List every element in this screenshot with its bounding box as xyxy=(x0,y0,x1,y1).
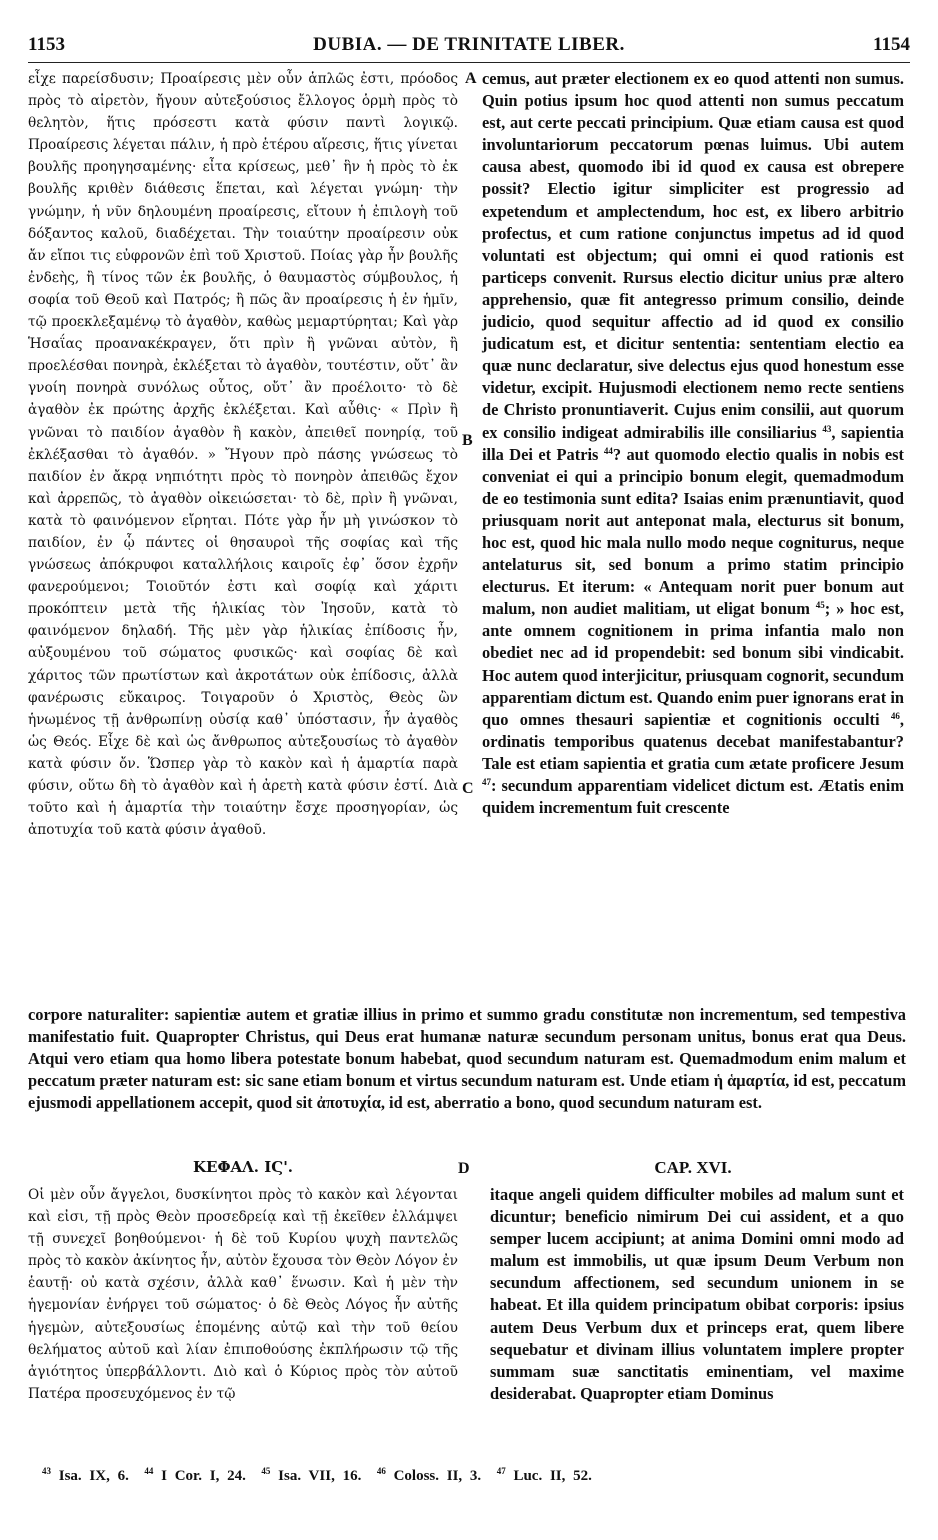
latin-column-lower: itaque angeli quidem difficulter mobiles ad malum sunt et dicuntur; beneficio nimirum Dei cui assident, et a quo semper lucem accipiunt; at anima Domini omni modo ad malum est immobilis, ut quæ ipsum Deum Verbum non secundum affectionem, sed secundum unionem in se habeat. Et illa quidem principatum obibat corporis: ipsius autem Deus Verbum dux et princeps erat, quem libere sequebatur et divinam illius voluntatem implere propter summam suæ sanctitatis eminentiam, vel maxime desiderabat. Quapropter etiam Dominus xyxy=(490,1185,904,1403)
latin-column-upper xyxy=(482,68,904,819)
greek-column-upper: εἶχε παρείσδυσιν; Προαίρεσις μὲν οὖν ἁπλῶς ἐστι, πρόοδος πρὸς τὸ αἱρετὸν, ἤγουν αὐτεξούσιος ἔλλογος ὁρμὴ πρὸς τὸ θελητὸν, ἥτις πρόσεστι κατὰ φύσιν παντὶ λογικῷ. Προαίρεσις λέγεται πάλιν, ἡ πρὸ ἑτέρου αἵρεσις, ἥτις γίνεται βουλῆς προηγησαμένης· εἶτα κρίσεως, μεθ᾽ ἣν ἡ πρὸς τὸ ἐκ βουλῆς κριθὲν διάθεσις ἕπεται, καὶ λέγεται γνώμη· τὴν γνώμην, ἡ νῦν δηλουμένη προαίρεσις, εἴτουν ἡ ἐπιλογὴ τοῦ δόξαντος καλοῦ, διαδέχεται. Τὴν τοιαύτην προαίρεσιν οὐκ ἄν εἴποι τις εὐφρονῶν ἐπὶ τοῦ Χριστοῦ. Ποίας γὰρ ἦν βουλῆς ἐνδεὴς, ἢ τίνος τῶν ἐκ βουλῆς, ὁ θαυμαστὸς σύμβουλος, ἡ σοφία τοῦ Θεοῦ καὶ Πατρός; ἢ πῶς ἂν προαίρεσις ἡ ἐν ἡμῖν, τῷ προεκλεξαμένῳ τὸ ἀγαθὸν, καθὼς μεμαρτύρηται; Καὶ γὰρ Ἡσαΐας προανακέκραγεν, ὅτι πρὶν ἢ γνῶναι αὐτὸν, ἢ προελέσθαι πονηρὰ, ἐκλέξεται τὸ ἀγαθὸν, τουτέστιν, οὔτ᾽ ἂν γνοίη πονηρὰ συνόλως οὗτος, οὔτ᾽ ἂν προέλοιτο· τὸ δὲ ἀγαθὸν ἐκ πρώτης ἀρχῆς ἐκλέξεται. Καὶ αὖθις· « Πρὶν ἢ γνῶναι τὸ παιδίον ἀγαθὸν ἢ κακὸν, ἀπειθεῖ πονηρίᾳ, τοῦ ἐκλέξασθαι τὸ ἀγαθόν. » Ἤγουν πρὸ πάσης γνώσεως τὸ παιδίον ἐν ἄκρᾳ νηπιότητι πρὸς τὸ πονηρὸν ἀπειθῶς ἔχον καὶ ἀρρεπῶς, τὸ ἀγαθὸν οἰκειώσεται· τὸ δὲ, πρὶν ἢ γνῶναι, κατὰ τὸ φαινόμενον εἴρηται. Πότε γὰρ ἦν μὴ γινώσκον τὸ παιδίον, ἐν ᾧ πάντες οἱ θησαυροὶ τῆς σοφίας καὶ τῆς γνώσεως ἀπόκρυφοι καταλλήλοις καιροῖς ἐφ᾽ ὅσον ἐχρῆν φανερούμενοι; Τοιοῦτόν ἐστι καὶ σοφίᾳ καὶ χάριτι προκόπτειν μετὰ τῆς ἡλικίας τὸν Ἰησοῦν, κατὰ τὸ φαινόμενον δηλαδή. Τῆς μὲν γὰρ ἡλικίας ἐπίδοσις ἦν, αὐξουμένου τοῦ σώματος φυσικῶς· καὶ σοφίας δὲ καὶ χάριτος τῶν πρωτίστων καὶ ἀκροτάτων οὐκ ἐπίδοσις, ἀλλὰ φανέρωσις εὔκαιρος. Τοιγαροῦν ὁ Χριστὸς, Θεὸς ὢν ἡνωμένος τῇ ἀνθρωπίνῃ οὐσίᾳ καθ᾽ ὑπόστασιν, ἦν ἀγαθὸς ὡς Θεός. Εἶχε δὲ καὶ ὡς ἄνθρωπος αὐτεξουσίως τὸ ἀγαθὸν κατὰ φύσιν ὄν. Ὥσπερ γὰρ τὸ κακὸν καὶ ἡ ἁμαρτία παρὰ φύσιν, οὕτω δὴ τὸ ἀγαθὸν καὶ ἡ ἀρετὴ κατὰ φύσιν ἐστί. Διὰ τοῦτο καὶ ἡ ἁμαρτία τὴν τοιαύτην ἔσχε προσηγορίαν, ὡς ἀποτυχία τοῦ κατὰ φύσιν ἀγαθοῦ. xyxy=(28,71,458,839)
margin-marker-c: C xyxy=(462,780,474,797)
margin-marker-b: B xyxy=(462,432,473,449)
footnote-number: 43 xyxy=(42,1466,51,1476)
running-title: DUBIA. — DE TRINITATE LIBER. xyxy=(313,34,625,55)
chapter-heading-greek: ΚΕΦΑΛ. ΙϚ'. xyxy=(192,1158,294,1176)
footnote-ref-45[interactable]: 45 xyxy=(815,600,825,611)
footnote-number: 45 xyxy=(261,1466,271,1476)
footnote-47: Luc. II, 52. xyxy=(513,1468,592,1484)
latin-text-segment: , ordinatis temporibus quatenus decebat manifestabantur? Tale est etiam sapientia et gratia cum ætate proficere Jesum xyxy=(482,709,904,773)
page-header xyxy=(28,28,910,63)
footnote-ref-44[interactable]: 44 xyxy=(603,445,613,456)
latin-full-width-paragraph: corpore naturaliter: sapientiæ autem et gratiæ illius in primo et summo gradu constitutæ non incrementum, sed tempestiva manifestatio fuit. Quapropter Christus, qui Deus erat humanæ naturæ secundum personam unitus, bonus erat qua Deus. Atqui vero etiam qua homo libera potestate bonum habebat, quod secundum naturam est. Quemadmodum enim malum et peccatum præter naturam est: sic sane etiam bonum et virtus secundum naturam est. Unde etiam ἡ ἁμαρτία, id est, peccatum ejusmodi appellationem accepit, quod sit ἀποτυχία, id est, aberratio a bono, quod secundum naturam est. xyxy=(28,1005,906,1113)
footnote-44: I Cor. I, 24. xyxy=(161,1468,246,1484)
footnote-number: 46 xyxy=(376,1466,386,1476)
footnote-ref-46[interactable]: 46 xyxy=(890,710,900,721)
latin-text-segment: ; » hoc est, ante omnem cognitionem in prima infantia malo non obediet nec ad id propendebit: sed bonum sibi vindicabit. Hoc autem quod interjicitur, priusquam cognorit, secundum apparentiam dictum est. Quando enim puer ignorans erat in quo omnes thesauri sapientiæ et cognitionis occulti xyxy=(482,599,904,729)
margin-marker-d: D xyxy=(458,1160,470,1177)
latin-text-segment: : secundum apparentiam videlicet dictum est. Ætatis enim quidem incrementum fuit crescente xyxy=(482,776,904,818)
chapter-heading-latin: CAP. XVI. xyxy=(654,1158,732,1177)
latin-text-segment: cemus, aut præter electionem ex eo quod attenti non sumus. Quin potius ipsum hoc quod attenti non sumus peccatum est, aut certe peccati principium. Quæ etiam causa est quod involuntariorum peccatorum pœnas luimus. Ubi autem causa abest, quomodo ibi id quod ex causa est obrepere possit? Electio igitur simpliciter est progressio ad expetendum et amplectendum, hoc est, ex libero arbitrio profectus, et cum ratione conjunctus impetus ad id quod voluntati est objectum; qui omni ei quod rationis est particeps convenit. Rursus electio dicitur unius præ altero apprehensio, quæ fit antegresso primum consilio, deinde judicio, quod sequitur affectio ad id quod ex consilio judicatum est, et dicitur sententia: sententiam electio ea quæ nunc declaratur, sive delectus ejus quod honestum esse videtur, excipit. Hujusmodi electionem nemo recte sentiens de Christo pronuntiaverit. Cujus enim consilii, aut quorum ex consilio indigeat admirabilis ille consiliarius xyxy=(482,69,904,442)
footnote-number: 47 xyxy=(496,1466,506,1476)
greek-column-lower: Οἱ μὲν οὖν ἄγγελοι, δυσκίνητοι πρὸς τὸ κακὸν καὶ λέγονται καὶ εἰσι, τῇ πρὸς Θεὸν προσεδρείᾳ καὶ τῇ ἐκεῖθεν ἐλλάμψει τῇ συνεχεῖ βοηθούμενοι· ἡ δὲ τοῦ Κυρίου ψυχὴ παντελῶς πρὸς τὸ κακὸν ἀκίνητος ἦν, αὐτὸν ἔχουσα τὸν Θεὸν Λόγον ἐν ἑαυτῇ· οὐ κατὰ σχέσιν, ἀλλὰ καθ᾽ ἕνωσιν. Καὶ ἡ μὲν τὴν ἡγεμονίαν ἐνήργει τοῦ σώματος· ὁ δὲ Θεὸς Λόγος ἦν αὐτῆς ἡγεμὼν, αὐτεξουσίως ἑπομένης αὐτῷ καὶ τὴν τοῦ θείου θελήματος αὐτοῦ καὶ λίαν ἐπιποθούσης ἐκπλήρωσιν τῷ τῆς ἁγιότητος ὑπερβάλλοντι. Διὸ καὶ ὁ Κύριος πρὸς τὸν αὐτοῦ Πατέρα προσευχόμενος ἐν τῷ xyxy=(28,1187,458,1402)
footnote-number: 44 xyxy=(144,1466,154,1476)
footnotes xyxy=(28,1468,910,1485)
footnote-ref-43[interactable]: 43 xyxy=(822,423,832,434)
margin-marker-a: A xyxy=(465,70,477,87)
footnote-45: Isa. VII, 16. xyxy=(278,1468,362,1484)
latin-text-segment: ? aut quomodo electio qualis in nobis est conveniat ei qui a principio bonum elegit, quemadmodum de eo testimonia sunt edita? Isaias enim prænuntiavit, quod priusquam norit aut anteponat mala, electurus sit bonum, hoc est, quod hic mala nullo modo neque cogniturus, neque antelaturus sit, sed bonum a primo statim principio electurus. Et iterum: « Antequam norit puer bonum aut malum, non audiet malitiam, ut eligat bonum xyxy=(482,444,905,619)
footnote-ref-47[interactable]: 47 xyxy=(482,777,491,787)
page-number-left: 1153 xyxy=(28,34,65,55)
footnote-43: Isa. IX, 6. xyxy=(58,1468,129,1484)
footnote-46: Coloss. II, 3. xyxy=(393,1468,482,1484)
latin-text-segment: , sapientia illa Dei et Patris xyxy=(482,422,904,464)
page-number-right: 1154 xyxy=(873,34,910,55)
